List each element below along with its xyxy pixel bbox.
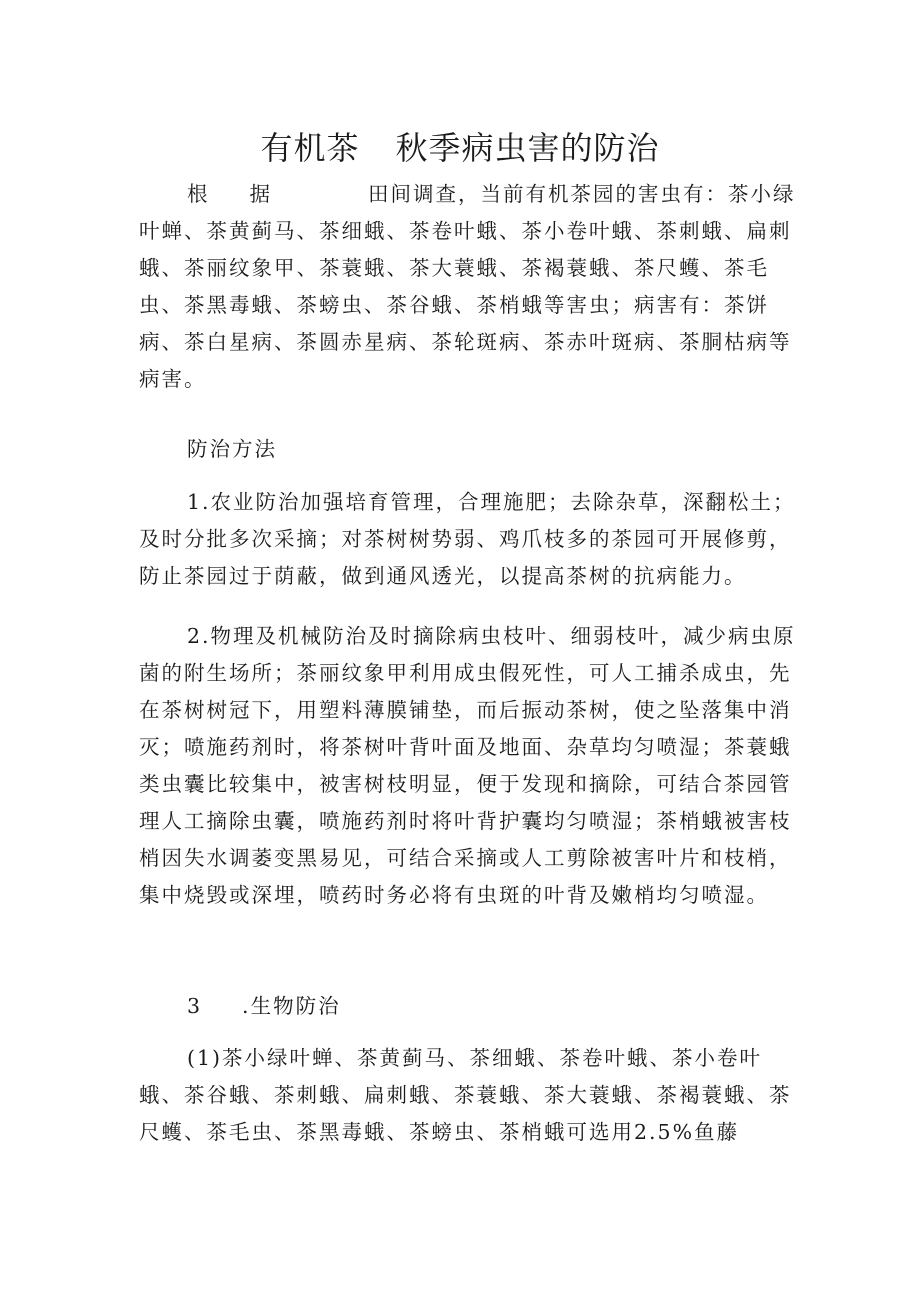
document-title: [0, 126, 920, 170]
methods-heading-text: 防治方法: [187, 437, 277, 461]
intro-lead-1: 根: [187, 182, 210, 206]
item-2-paragraph: [139, 618, 799, 914]
intro-paragraph: [139, 176, 799, 398]
methods-heading: [139, 431, 799, 468]
intro-text: 田间调查，当前有机茶园的害虫有：茶小绿叶蝉、茶黄蓟马、茶细蛾、茶卷叶蛾、茶小卷叶蛾、茶刺蛾、扁刺蛾、茶丽纹象甲、茶蓑蛾、茶大蓑蛾、茶褐蓑蛾、茶尺蠖、茶毛虫、茶黑毒蛾、茶螃虫、茶谷蛾、茶梢蛾等害虫；病害有：茶饼病、茶白星病、茶圆赤星病、茶轮斑病、茶赤叶斑病、茶胴枯病等病害。: [139, 182, 796, 391]
item-3-heading: [139, 988, 799, 1025]
item-3-number: 3: [187, 994, 203, 1018]
item-1-text: 1.农业防治加强培育管理，合理施肥；去除杂草，深翻松土；及时分批多次采摘；对茶树树势弱、鸡爪枝多的茶园可开展修剪，防止茶园过于荫蔽，做到通风透光，以提高茶树的抗病能力。: [139, 490, 796, 588]
item-2-text: 2.物理及机械防治及时摘除病虫枝叶、细弱枝叶，减少病虫原菌的附生场所；茶丽纹象甲利用成虫假死性，可人工捕杀成虫，先在茶树树冠下，用塑料薄膜铺垫，而后振动茶树，使之坠落集中消灭；喷施药剂时，将茶树叶背叶面及地面、杂草均匀喷湿；茶蓑蛾类虫囊比较集中，被害树枝明显，便于发现和摘除，可结合茶园管理人工摘除虫囊，喷施药剂时将叶背护囊均匀喷湿；茶梢蛾被害枝梢因失水调萎变黑易见，可结合采摘或人工剪除被害叶片和枝梢，集中烧毁或深埋，喷药时务必将有虫斑的叶背及嫩梢均匀喷湿。: [139, 624, 796, 907]
item-3-sub-1-text: (1)茶小绿叶蝉、茶黄蓟马、茶细蛾、茶卷叶蛾、茶小卷叶蛾、茶谷蛾、茶刺蛾、扁刺蛾、茶蓑蛾、茶大蓑蛾、茶褐蓑蛾、茶尺蠖、茶毛虫、茶黑毒蛾、茶螃虫、茶梢蛾可选用2.5%鱼藤: [139, 1046, 792, 1144]
item-3-label: .生物防治: [242, 994, 341, 1018]
item-3-sub-1-paragraph: [139, 1040, 799, 1151]
intro-lead-2: 据: [249, 182, 272, 206]
title-part-2: 秋季病虫害的防治: [395, 129, 660, 167]
title-part-1: 有机茶: [260, 129, 360, 167]
item-1-paragraph: [139, 484, 799, 595]
